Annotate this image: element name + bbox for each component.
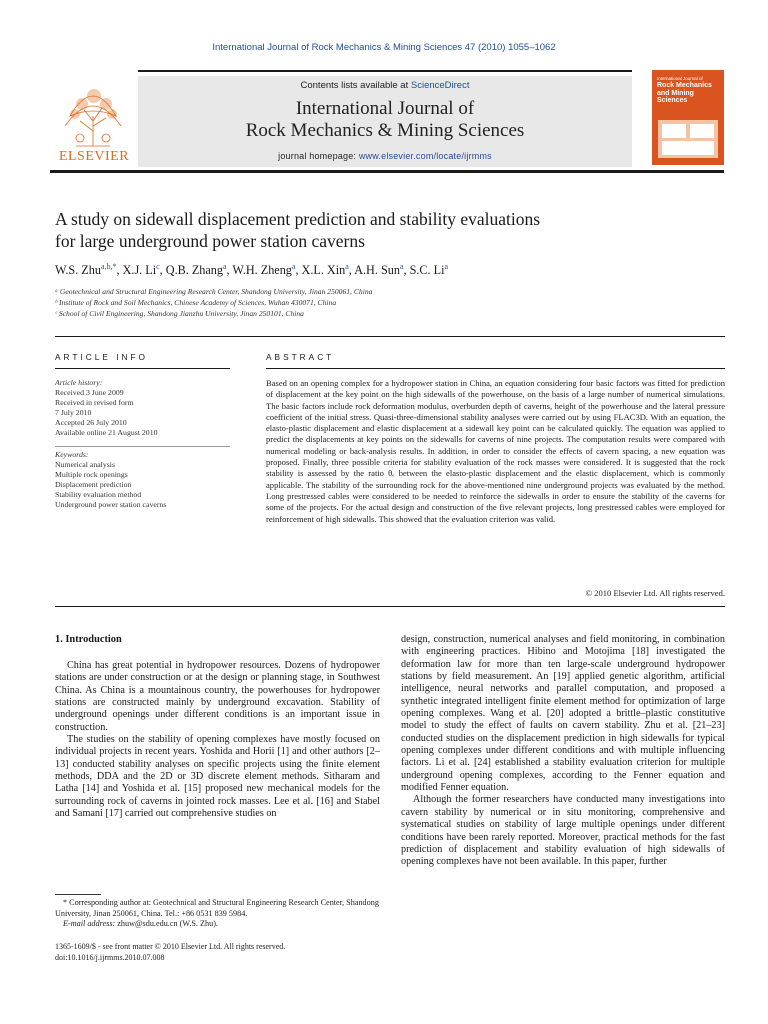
- author: W.H. Zheng: [232, 263, 292, 278]
- contents-availability: [138, 80, 632, 91]
- homepage-link[interactable]: www.elsevier.com/locate/ijrmms: [358, 151, 492, 161]
- homepage-prefix: journal homepage:: [278, 151, 359, 161]
- intro-right-column: [401, 634, 725, 869]
- footnote-rule: [55, 894, 101, 895]
- issn-copyright: 1365-1609/$ - see front matter © 2010 Elsevier Ltd. All rights reserved.: [55, 942, 286, 951]
- contents-prefix: Contents lists available at: [300, 80, 411, 91]
- doi[interactable]: doi:10.1016/j.ijrmms.2010.07.008: [55, 952, 165, 962]
- email-line: [55, 919, 380, 930]
- intro-paragraph: Although the former researchers have conducted many investigations into cavern stability by numerical or in situ monitoring, comprehensive and systematical studies on stability of large multiple openings under different conditions have been rarely reported. Moreover, practical methods for the fast prediction of displacement and stability evaluation of high sidewalls of opening complexes have not been available. In this paper, further: [401, 794, 725, 868]
- history-item: Accepted 26 July 2010: [55, 418, 127, 427]
- author: X.L. Xin: [301, 263, 346, 278]
- corresponding-author-text: * Corresponding author at: Geotechnical and Structural Engineering Research Center, Shandong University, Jinan 250061, China. Tel.: +86 0531 839 5984.: [55, 898, 379, 918]
- abstract-bottom-rule: [55, 606, 725, 607]
- keywords-rule: [55, 446, 230, 447]
- intro-paragraph: design, construction, numerical analyses and field monitoring, in combination with engineering practices. Hibino and Motojima [18] investigated the deformation law for more than ten large-scale underground hydropower stations by field measurement. An [19] applied genetic algorithm, artificial intelligence, neural networks and parallel computation, and proposed a synthetic integrated intelligent finite element method for optimization of large opening complexes. Wang et al. [20] adopted a brittle–plastic constitutive model to study the effect of faults on cavern stability. Zhu et al. [21–23] conducted studies on the displacement prediction in high sidewalls for typical opening complexes under different conditions and with multiple influencing factors. Li et al. [24] established a stability evaluation criterion for multiple underground opening complexes, according to the Fenner equation and modified Fenner equation.: [401, 634, 725, 794]
- email-address[interactable]: zhuw@sdu.edu.cn (W.S. Zhu).: [117, 919, 218, 928]
- history-item: Received 3 June 2009: [55, 388, 124, 397]
- article-title: [55, 208, 695, 252]
- keyword-item: Underground power station caverns: [55, 500, 167, 509]
- journal-title-line2: Rock Mechanics & Mining Sciences: [245, 120, 525, 141]
- intro-left-column: [55, 660, 380, 820]
- affiliation-a: ᵃ Geotechnical and Structural Engineering Research Center, Shandong University, Jinan 250061, China: [55, 287, 373, 296]
- cover-figure: [656, 118, 720, 160]
- author-affiliation-mark[interactable]: a: [222, 262, 227, 271]
- article-title-line2: for large underground power station caverns: [55, 231, 365, 251]
- author-affiliation-mark[interactable]: a,b,*: [100, 262, 117, 271]
- author: S.C. Li: [409, 263, 445, 278]
- history-item: 7 July 2010: [55, 408, 92, 417]
- article-title-line1: A study on sidewall displacement prediction and stability evaluations: [55, 209, 541, 229]
- author-affiliation-mark[interactable]: a: [444, 262, 449, 271]
- article-history: [55, 378, 230, 438]
- sciencedirect-link[interactable]: ScienceDirect: [410, 80, 470, 91]
- header-bottom-rule: [50, 170, 724, 173]
- author: Q.B. Zhang: [165, 263, 223, 278]
- abstract-text: Based on an opening complex for a hydropower station in China, an equation considering four basic factors was fitted for prediction of displacement at the key point on the high sidewalls of the powerhouse, on the basis of a large number of numerical simulations. The basic factors include rock deformation modulus, overburden depth of caverns, height of the powerhouse and the lateral pressure coefficient of the initial stress. Quasi-three-dimensional stability analyses were carried out by using FLAC3D. With an equation, the elasto-plastic displacement and elastic displacement at a sidewall key point can be calculated quickly. The equation was applied to predict the displacements at key points on the sidewalls for caverns of nine projects. The computation results were compared with numerical modeling or back-analysis results. In addition, in order to consider the effects of cavern spacing, a new equation was proposed. Finally, three possible criteria for stability evaluation of the rock masses were considered. It is suggested that the rock stability is assessed by the ratio θₑ between the elasto-plastic displacement and the elastic displacement, which is commonly applicable. The stability of the surrounding rock for the above-mentioned nine underground projects was evaluated by the method. Long prestressed cables were considered to be needed to reinforce the sidewalls in order to ensure the stability of the caverns for some of the projects. For the actual design and construction of the five relevant projects, long prestressed cables were employed for reinforcement of high sidewalls. This showed that the evaluation criterion was valid.: [266, 378, 725, 524]
- keyword-item: Stability evaluation method: [55, 490, 142, 499]
- keyword-item: Multiple rock openings: [55, 470, 128, 479]
- journal-reference[interactable]: International Journal of Rock Mechanics & Mining Sciences 47 (2010) 1055–1062: [212, 42, 556, 53]
- header-top-rule: [138, 70, 632, 72]
- journal-title: [138, 98, 632, 142]
- author: W.S. Zhu: [55, 263, 101, 278]
- intro-paragraph: China has great potential in hydropower resources. Dozens of hydropower stations are under construction or at the design or planning stage, in Southwest China. As China is a mountainous country, the powerhouses for hydropower stations are constructed mainly by underground excavation. Stability of underground openings under different conditions is an important issue in construction.: [55, 660, 380, 733]
- article-info-heading: ARTICLE INFO: [55, 352, 149, 362]
- author-affiliation-mark[interactable]: a: [291, 262, 296, 271]
- elsevier-wordmark: ELSEVIER: [58, 149, 130, 164]
- author: A.H. Sun: [354, 263, 400, 278]
- author-list: W.S. Zhu$^{a,b,*}$, X.J. Li$^c$, Q.B. Zhang$^a$, W.H. Zheng$^a$, X.L. Xin$^a$, A.H. Sun$^a$, S.C. Li$^a$: [55, 262, 449, 278]
- corresponding-author-footnote: [55, 898, 380, 930]
- history-label: Article history:: [55, 378, 103, 387]
- intro-paragraph: The studies on the stability of opening complexes have mostly focused on individual projects in recent years. Yoshida and Horii [1] and other authors [2–13] conducted stability analyses on specific projects using the finite element methods, DDA and the 2D or 3D discrete element methods. Sitharam and Latha [14] and Yoshida et al. [15] proposed new mechanical models for the surrounding rock of caverns in jointed rock masses. Lee et al. [16] and Stabel and Samani [17] carried out comprehensive studies on: [55, 734, 380, 820]
- article-info-rule: [55, 368, 230, 369]
- keywords: [55, 450, 230, 510]
- journal-title-line1: International Journal of: [295, 98, 475, 119]
- author-affiliation-mark[interactable]: a: [345, 262, 349, 271]
- history-item: Received in revised form: [55, 398, 134, 407]
- front-matter: [55, 942, 285, 963]
- info-top-rule: [55, 336, 725, 337]
- abstract-heading: ABSTRACT: [266, 352, 335, 362]
- email-label: E-mail address:: [63, 919, 116, 928]
- keyword-item: Numerical analysis: [55, 460, 115, 469]
- journal-homepage: [138, 151, 632, 161]
- introduction-heading: 1. Introduction: [55, 634, 122, 645]
- author-affiliation-mark[interactable]: a: [399, 262, 404, 271]
- cover-small-text: International Journal of: [657, 76, 703, 81]
- affiliation-c: ᶜ School of Civil Engineering, Shandong Jianzhu University, Jinan 250101, China: [55, 309, 304, 318]
- history-item: Available online 21 August 2010: [55, 428, 158, 437]
- keyword-item: Displacement prediction: [55, 480, 132, 489]
- cover-title: Rock Mechanics and Mining Sciences: [657, 82, 712, 104]
- author: X.J. Li: [122, 263, 157, 278]
- keywords-label: Keywords:: [55, 450, 89, 459]
- affiliation-b: ᵇ Institute of Rock and Soil Mechanics, Chinese Academy of Sciences, Wuhan 430071, China: [55, 298, 337, 307]
- abstract-rule: [266, 368, 725, 369]
- abstract-copyright: © 2010 Elsevier Ltd. All rights reserved.: [585, 588, 725, 598]
- author-affiliation-mark[interactable]: c: [156, 262, 160, 271]
